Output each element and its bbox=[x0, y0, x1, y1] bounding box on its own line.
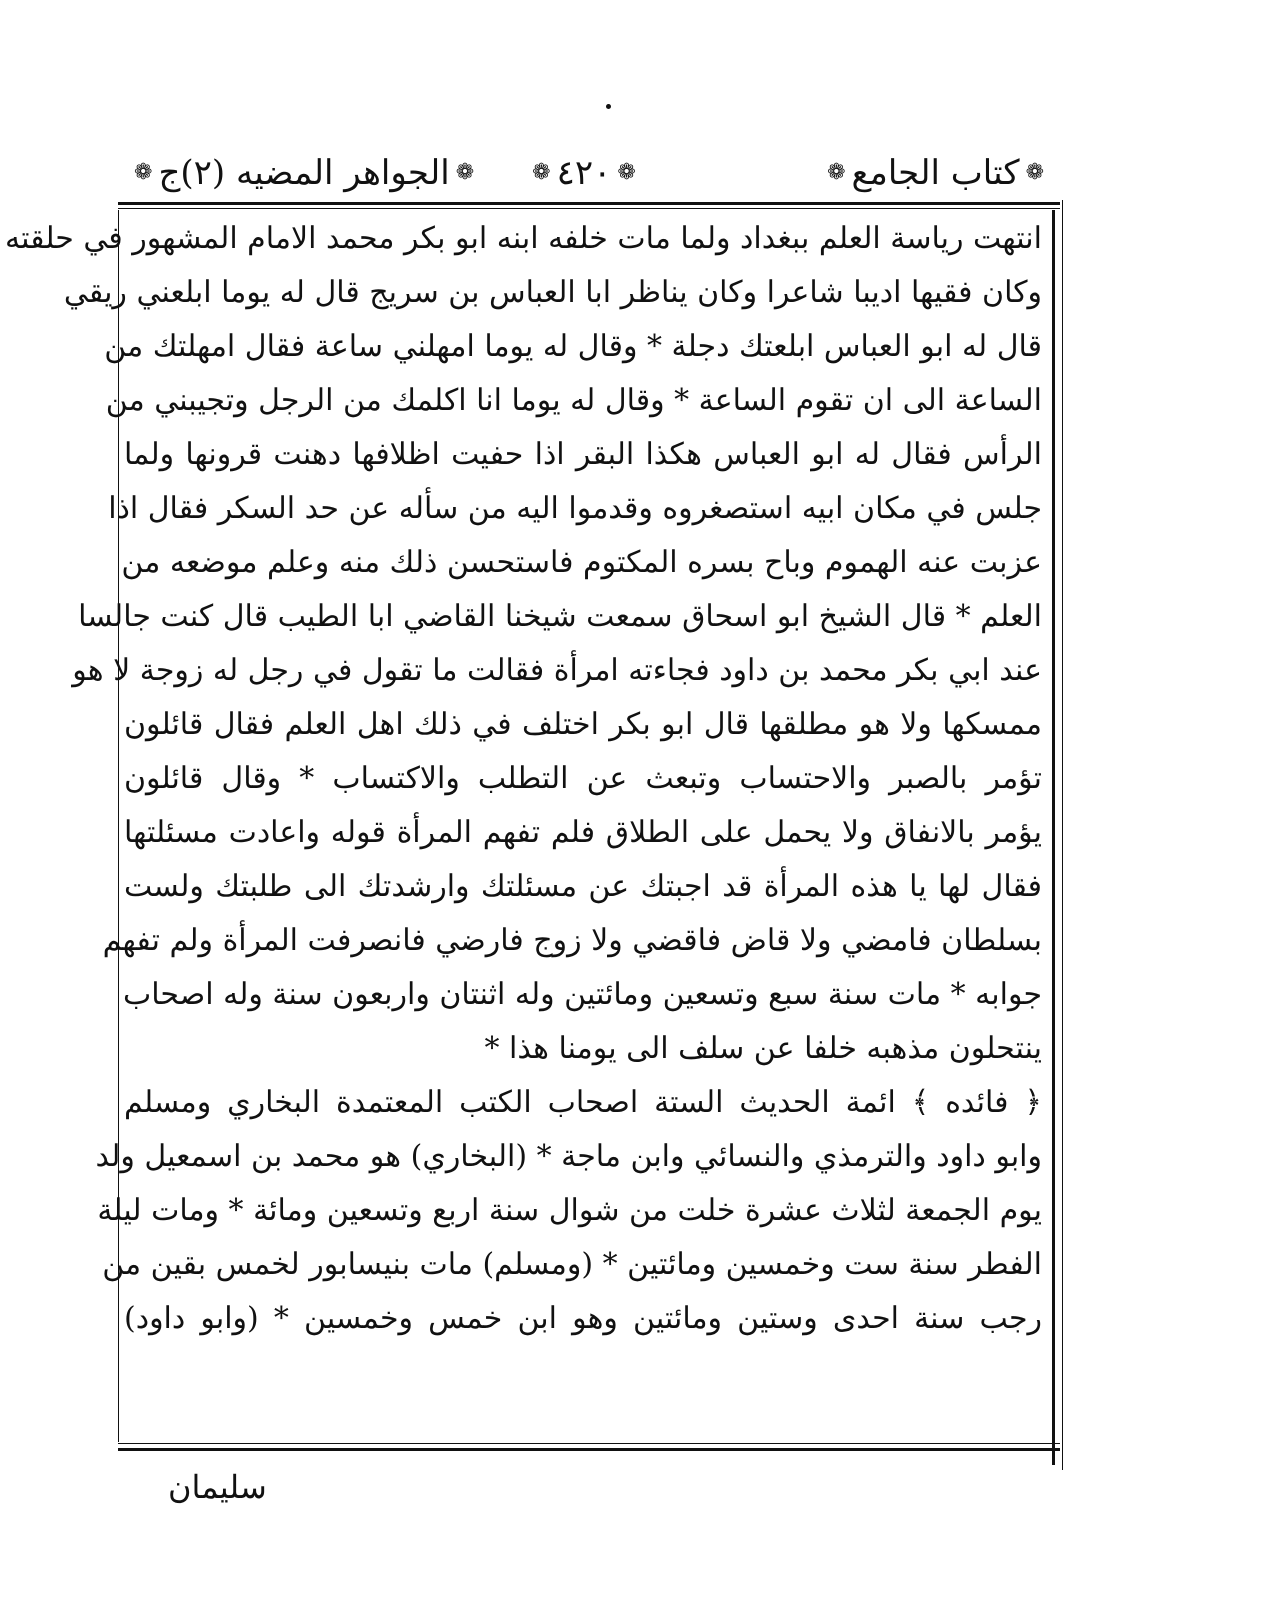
text-line: جلس في مكان ابيه استصغروه وقدموا اليه من سأله عن حد السكر فقال اذا bbox=[108, 491, 1042, 526]
text-line: وكان فقيها اديبا شاعرا وكان يناظر ابا العباس بن سريج قال له يوما ابلعني ريقي bbox=[63, 275, 1042, 310]
text-line: يوم الجمعة لثلاث عشرة خلت من شوال سنة اربع وتسعين ومائة * ومات ليلة bbox=[97, 1193, 1042, 1228]
text-line: تؤمر بالصبر والاحتساب وتبعث عن التطلب والاكتساب * وقال قائلون bbox=[124, 761, 1042, 796]
text-line: العلم * قال الشيخ ابو اسحاق سمعت شيخنا القاضي ابا الطيب قال كنت جالسا bbox=[78, 599, 1042, 634]
page-header bbox=[118, 150, 1050, 196]
text-line: الساعة الى ان تقوم الساعة * وقال له يوما انا اكلمك من الرجل وتجيبني من bbox=[105, 383, 1042, 418]
ornament-icon: ❁ bbox=[617, 160, 636, 185]
text-line: رجب سنة احدى وستين ومائتين وهو ابن خمس وخمسين * (وابو داود) bbox=[124, 1301, 1042, 1336]
text-line: ممسكها ولا هو مطلقها قال ابو بكر اختلف في ذلك اهل العلم فقال قائلون bbox=[124, 707, 1042, 742]
header-rule-thin bbox=[118, 208, 1060, 209]
catchword: سليمان bbox=[168, 1468, 267, 1506]
frame-right-border-thick bbox=[1052, 210, 1055, 1465]
ornament-icon: ❁ bbox=[532, 160, 551, 185]
text-line: انتهت رياسة العلم ببغداد ولما مات خلفه ابنه ابو بكر محمد الامام المشهور في حلقته bbox=[5, 221, 1042, 256]
work-title-text: الجواهر المضيه (٢)ج bbox=[158, 153, 450, 193]
ornament-icon: ❁ bbox=[134, 160, 153, 185]
text-line: عند ابي بكر محمد بن داود فجاءته امرأة فقالت ما تقول في رجل له زوجة لا هو bbox=[72, 653, 1042, 688]
text-line: عزبت عنه الهموم وباح بسره المكتوم فاستحسن ذلك منه وعلم موضعه من bbox=[121, 545, 1042, 580]
text-line: ينتحلون مذهبه خلفا عن سلف الى يومنا هذا * bbox=[484, 1031, 1042, 1066]
ornament-icon: ❁ bbox=[827, 160, 846, 185]
footer-rule-thin bbox=[118, 1443, 1060, 1444]
text-line: وابو داود والترمذي والنسائي وابن ماجة * (البخاري) هو محمد بن اسمعيل ولد bbox=[95, 1139, 1042, 1174]
body-text bbox=[5, 212, 1042, 1346]
book-title-text: كتاب الجامع bbox=[851, 153, 1020, 193]
header-work-title bbox=[128, 150, 480, 196]
text-line: بسلطان فامضي ولا قاض فاقضي ولا زوج فارضي فانصرفت المرأة ولم تفهم bbox=[102, 923, 1042, 958]
header-page-number bbox=[526, 150, 642, 196]
text-line: الرأس فقال له ابو العباس هكذا البقر اذا حفيت اظلافها دهنت قرونها ولما bbox=[124, 437, 1042, 472]
ornament-icon: ❁ bbox=[455, 160, 475, 185]
text-line: جوابه * مات سنة سبع وتسعين ومائتين وله اثنتان واربعون سنة وله اصحاب bbox=[123, 977, 1042, 1012]
page-number-text: ٤٢٠ bbox=[556, 153, 612, 193]
text-line: ﴿ فائده ﴾ ائمة الحديث الستة اصحاب الكتب المعتمدة البخاري ومسلم bbox=[124, 1085, 1042, 1120]
text-line: يؤمر بالانفاق ولا يحمل على الطلاق فلم تفهم المرأة قوله واعادت مسئلتها bbox=[124, 815, 1042, 850]
text-line: قال له ابو العباس ابلعتك دجلة * وقال له يوما امهلني ساعة فقال امهلتك من bbox=[104, 329, 1042, 364]
header-rule-thick bbox=[118, 202, 1060, 205]
frame-right-border-thin bbox=[1062, 200, 1063, 1470]
header-book-title bbox=[821, 150, 1050, 196]
text-line: فقال لها يا هذه المرأة قد اجبتك عن مسئلتك وارشدتك الى طلبتك ولست bbox=[124, 869, 1042, 904]
text-line: الفطر سنة ست وخمسين ومائتين * (ومسلم) مات بنيسابور لخمس بقين من bbox=[102, 1247, 1042, 1282]
footer-rule-thick bbox=[118, 1448, 1060, 1451]
print-speck bbox=[606, 104, 611, 109]
ornament-icon: ❁ bbox=[1025, 160, 1044, 185]
